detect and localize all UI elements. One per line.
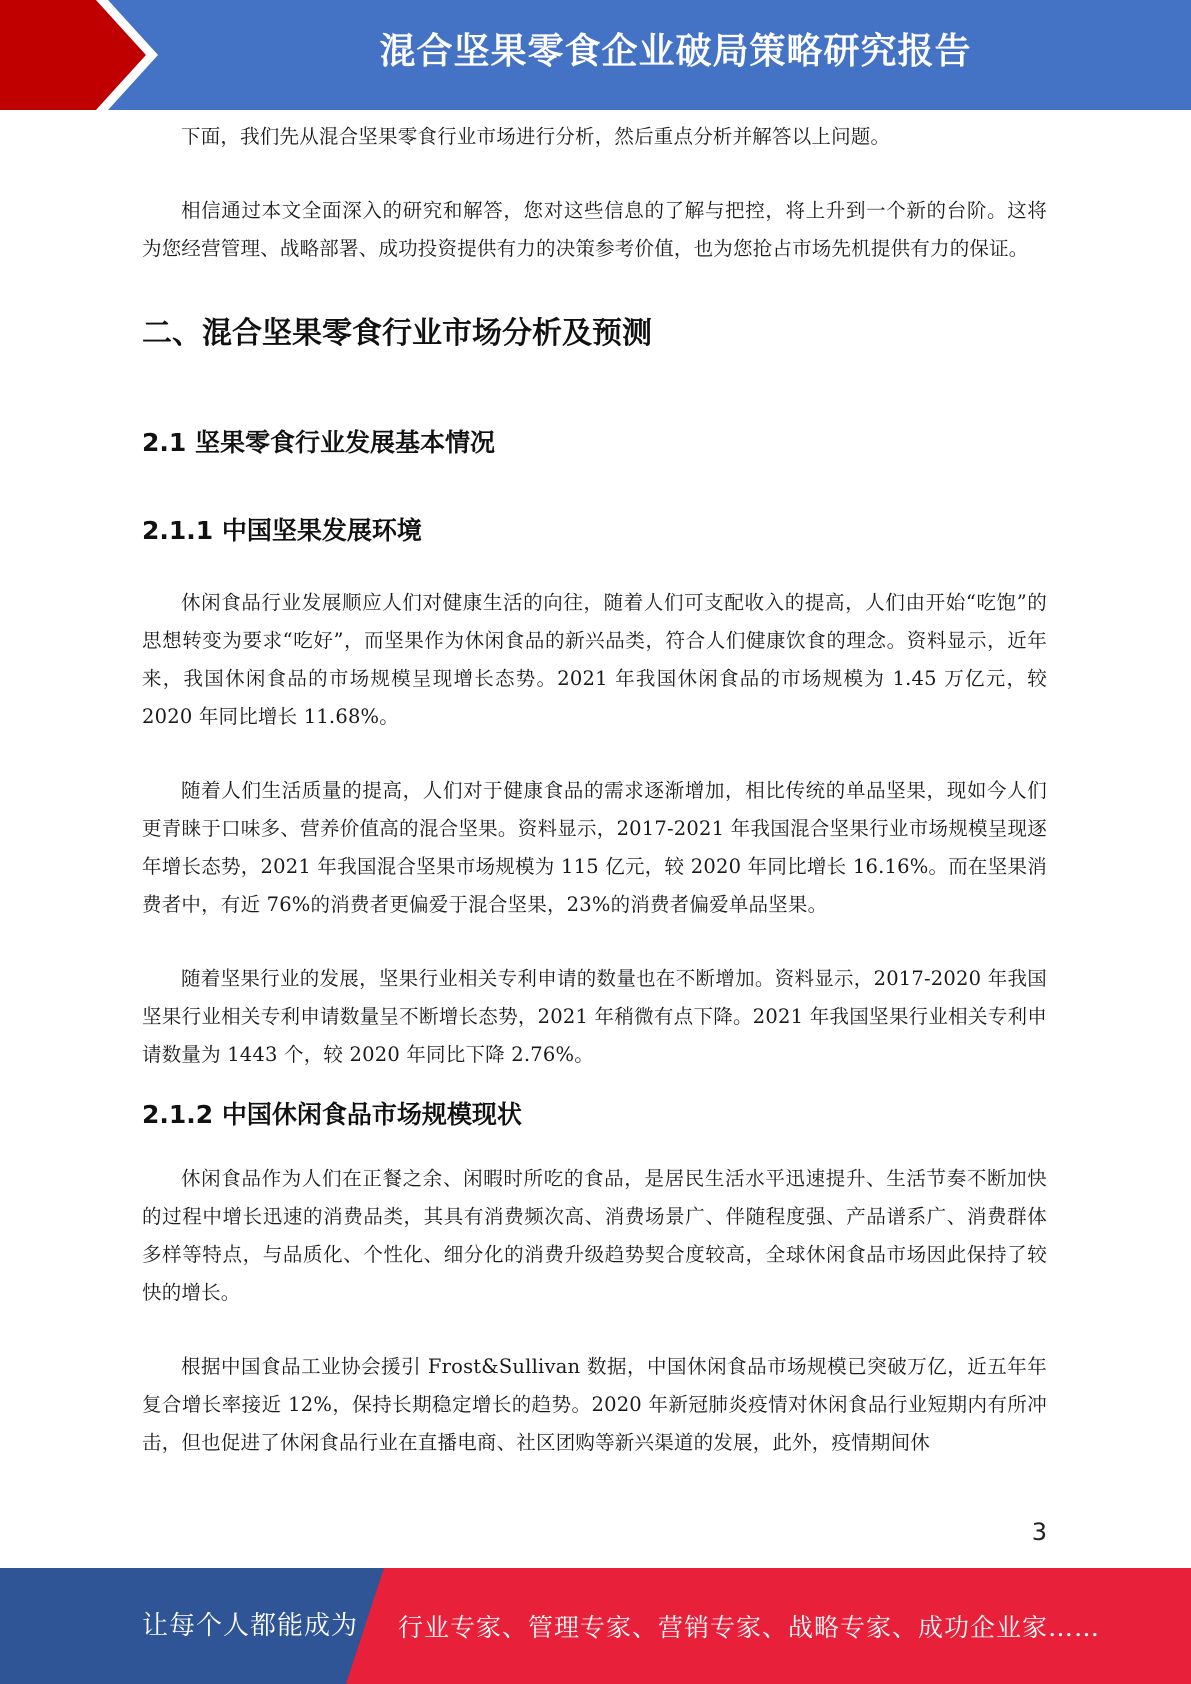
intro-paragraph-2: 相信通过本文全面深入的研究和解答，您对这些信息的了解与把控，将上升到一个新的台阶。这将为您经营管理、战略部署、成功投资提供有力的决策参考价值，也为您抢占市场先机提供有力的保证。	[142, 199, 1047, 260]
paragraph-2-1-1-b: 随着人们生活质量的提高，人们对于健康食品的需求逐渐增加，相比传统的单品坚果，现如今人们更青睐于口味多、营养价值高的混合坚果。资料显示，2017-2021 年我国混合坚果行业市场规模呈现逐年增长态势，2021 年我国混合坚果市场规模为 115 亿元，较 2020 年同比增长 16.16%。而在坚果消费者中，有近 76%的消费者更偏爱于混合坚果，23%的消费者偏爱单品坚果。	[142, 779, 1047, 916]
header-arrow-ornament	[0, 0, 160, 110]
page-number: 3	[1031, 1518, 1047, 1546]
page-content	[142, 118, 1047, 1462]
footer-slogan-right: 行业专家、管理专家、营销专家、战略专家、成功企业家……	[398, 1613, 1101, 1642]
footer-slogan-left: 让每个人都能成为	[142, 1611, 359, 1641]
header-banner	[0, 0, 1191, 110]
paragraph-2-1-2-b: 根据中国食品工业协会援引 Frost&Sullivan 数据，中国休闲食品市场规模已突破万亿，近五年年复合增长率接近 12%，保持长期稳定增长的趋势。2020 年新冠肺炎疫情对休闲食品行业短期内有所冲击，但也促进了休闲食品行业在直播电商、社区团购等新兴渠道的发展，此外，疫情期间休	[142, 1355, 1047, 1454]
section-2-1-1-heading: 2.1.1 中国坚果发展环境	[142, 516, 422, 545]
section-2-1-heading: 2.1 坚果零食行业发展基本情况	[142, 428, 495, 457]
section-2-heading: 二、混合坚果零食行业市场分析及预测	[142, 316, 652, 351]
paragraph-2-1-2-a: 休闲食品作为人们在正餐之余、闲暇时所吃的食品，是居民生活水平迅速提升、生活节奏不断加快的过程中增长迅速的消费品类，其具有消费频次高、消费场景广、伴随程度强、产品谱系广、消费群体多样等特点，与品质化、个性化、细分化的消费升级趋势契合度较高，全球休闲食品市场因此保持了较快的增长。	[142, 1167, 1047, 1304]
intro-paragraph-1: 下面，我们先从混合坚果零食行业市场进行分析，然后重点分析并解答以上问题。	[181, 125, 891, 148]
paragraph-2-1-1-c: 随着坚果行业的发展，坚果行业相关专利申请的数量也在不断增加。资料显示，2017-2020 年我国坚果行业相关专利申请数量呈不断增长态势，2021 年稍微有点下降。2021 年我国坚果行业相关专利申请数量为 1443 个，较 2020 年同比下降 2.76%。	[142, 967, 1047, 1066]
report-title: 混合坚果零食企业破局策略研究报告	[379, 31, 972, 72]
paragraph-2-1-1-a: 休闲食品行业发展顺应人们对健康生活的向往，随着人们可支配收入的提高，人们由开始“吃饱”的思想转变为要求“吃好”，而坚果作为休闲食品的新兴品类，符合人们健康饮食的理念。资料显示，近年来，我国休闲食品的市场规模呈现增长态势。2021 年我国休闲食品的市场规模为 1.45 万亿元，较 2020 年同比增长 11.68%。	[142, 591, 1047, 728]
header-red-arrow	[0, 0, 146, 110]
footer-banner	[0, 1568, 1191, 1684]
section-2-1-2-heading: 2.1.2 中国休闲食品市场规模现状	[142, 1100, 522, 1129]
